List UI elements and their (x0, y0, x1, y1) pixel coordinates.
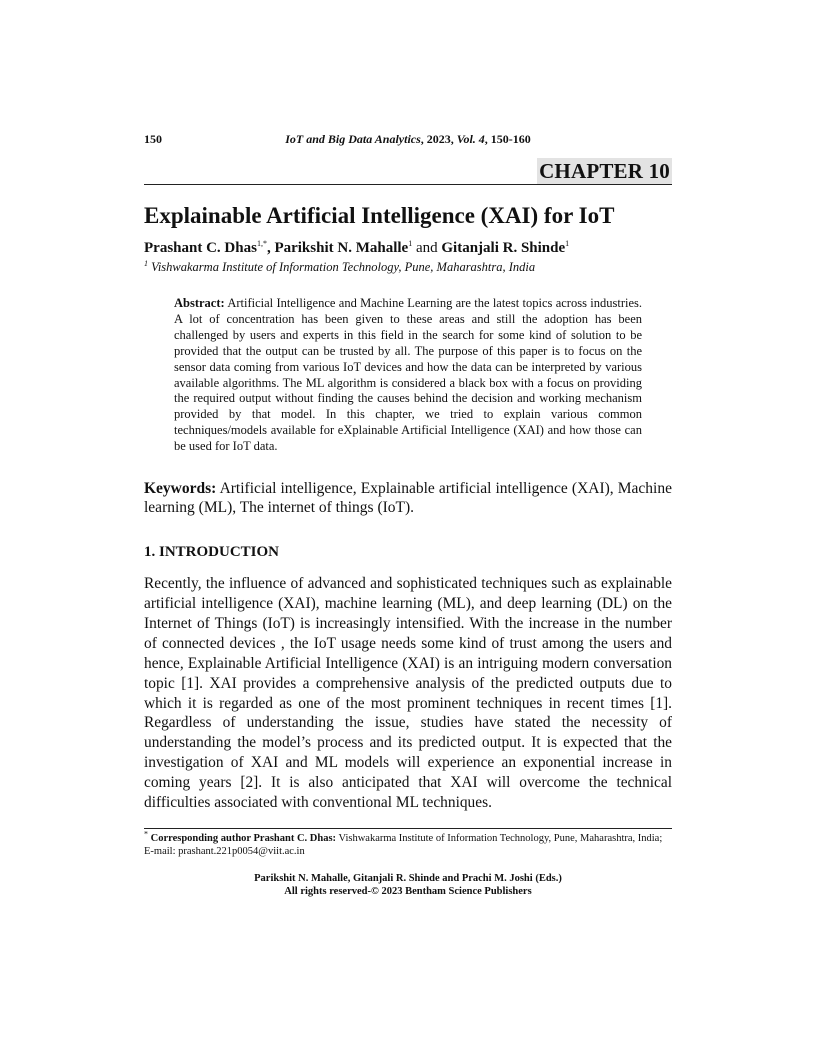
journal-pages: , 150-160 (484, 132, 531, 146)
footnote-divider (144, 828, 672, 829)
footnote-mark: * (144, 829, 148, 839)
keywords-text: Artificial intelligence, Explainable artificial intelligence (XAI), Machine learning (ML), The internet of things (IoT). (144, 480, 672, 517)
journal-volume: Vol. 4 (456, 132, 485, 146)
footnote (144, 829, 672, 858)
footnote-text: Vishwakarma Institute of Information Technology, Pune, Maharashtra, India; E-mail: prashant.221p0054@viit.ac.in (144, 833, 663, 858)
paper-page (144, 128, 672, 898)
section-heading: 1. INTRODUCTION (144, 544, 280, 561)
author-name: Gitanjali R. Shinde (441, 240, 566, 256)
author-affiliation-mark: 1 (408, 239, 413, 248)
author-list (144, 238, 672, 258)
abstract-label: Abstract: (174, 296, 225, 310)
journal-citation (144, 132, 672, 147)
body-paragraph: Recently, the influence of advanced and sophisticated techniques such as explainable artificial intelligence (XAI), machine learning (ML), and deep learning (DL) on the Internet of Things (IoT) is increasingly intensified. With the increase in the number of connected devices , the IoT usage needs some kind of trust among the users and hence, Explainable Artificial Intelligence (XAI) is an intriguing modern conversation topic [1]. XAI provides a comprehensive analysis of the predicted outputs due to which it is regarded as one of the most prominent techniques in recent times [1]. Regardless of understanding the issue, studies have stated the necessity of understanding the model’s process and its predicted output. It is expected that the investigation of XAI and ML models will experience an exponential increase in coming years [2]. It is also anticipated that XAI will overcome the technical difficulties associated with conventional ML techniques. (144, 575, 672, 812)
editors-line: Parikshit N. Mahalle, Gitanjali R. Shinde and Prachi M. Joshi (Eds.) (254, 873, 562, 885)
affiliation-text: Vishwakarma Institute of Information Technology, Pune, Maharashtra, India (148, 260, 536, 274)
keywords (144, 479, 672, 517)
affiliation (144, 259, 672, 275)
author-name: Parikshit N. Mahalle (274, 240, 409, 256)
page-number: 150 (144, 132, 162, 146)
abstract (174, 296, 642, 455)
rights-line: All rights reserved-© 2023 Bentham Science Publishers (284, 886, 532, 898)
keywords-label: Keywords: (144, 480, 217, 498)
chapter-label: CHAPTER 10 (539, 159, 670, 183)
journal-year: , 2023, (420, 132, 457, 146)
author-separator: , (266, 240, 275, 256)
running-head (144, 128, 672, 146)
author-affiliation-mark: 1,* (256, 239, 267, 248)
journal-title: IoT and Big Data Analytics (285, 132, 421, 146)
publisher-info (144, 872, 672, 898)
chapter-header (144, 158, 672, 185)
footnote-label: Corresponding author Prashant C. Dhas: (148, 833, 337, 845)
author-affiliation-mark: 1 (565, 239, 570, 248)
author-separator: and (412, 240, 442, 256)
abstract-text: Artificial Intelligence and Machine Learning are the latest topics across industries. A lot of concentration has been given to these areas and still the adoption has been challenged by users and experts in this field in the search for some kind of solution to be provided that the output can be trusted by all. The purpose of this paper is to focus on the sensor data coming from various IoT devices and how the data can be interpreted by various available algorithms. The ML algorithm is considered a black box with a focus on providing the required output without finding the causes behind the decision and working mechanism provided by that model. In this chapter, we tried to explain various common techniques/models available for eXplainable Artificial Intelligence (XAI) and how those can be used for IoT data. (174, 296, 642, 454)
affiliation-mark: 1 (144, 258, 148, 268)
paper-title: Explainable Artificial Intelligence (XAI) for IoT (144, 203, 615, 228)
author-name: Prashant C. Dhas (144, 240, 257, 256)
